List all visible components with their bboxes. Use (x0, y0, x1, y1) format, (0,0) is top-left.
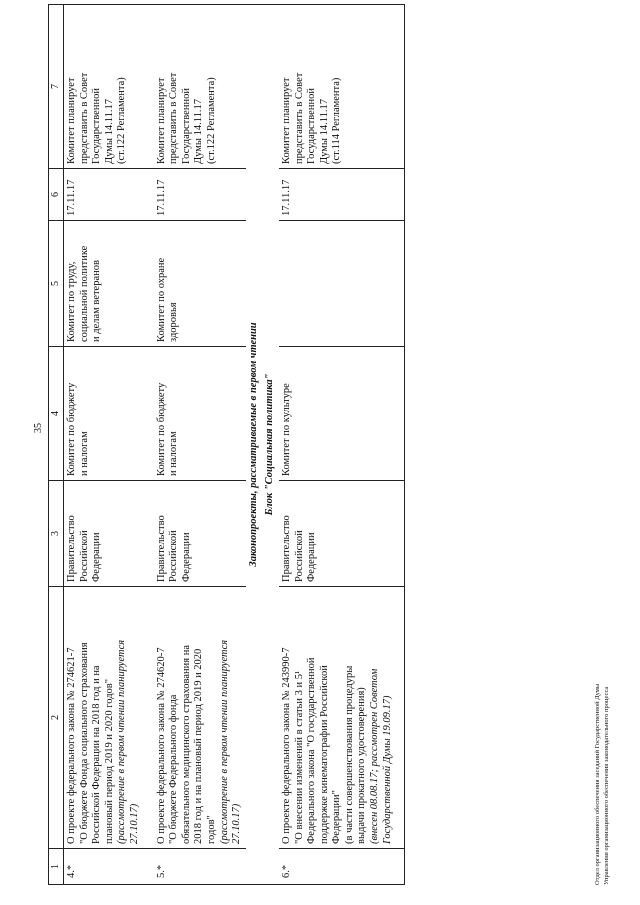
page-number: 35 (33, 423, 44, 433)
committee-cell (279, 347, 405, 481)
bill-line: плановый период 2019 и 2020 годов" (103, 678, 115, 844)
bill-line: Федерального закона "О государственной (306, 657, 318, 844)
co-executor-line: и делам ветеранов (91, 260, 103, 342)
remark-line: (ст.114 Регламента) (331, 77, 343, 164)
co-executor-line: здоровья (168, 302, 180, 342)
initiator-cell (144, 481, 246, 587)
column-header: 4 (49, 347, 64, 481)
co-executor-line: социальной политике (78, 245, 90, 342)
section-title: Законопроекты, рассматриваемые в первом чтении (246, 5, 263, 885)
bill-line: "О бюджете Федерального фонда (168, 694, 180, 844)
bill-line: обязательного медицинского страхования на (180, 645, 192, 844)
remark-line: (ст.122 Регламента) (116, 77, 128, 164)
initiator-cell (279, 481, 405, 587)
bill-description (144, 587, 246, 849)
bill-line: Российской Федерации на 2018 год и на (91, 665, 103, 844)
rotated-content (28, 5, 628, 885)
row-number: 4.* (64, 849, 144, 885)
remark-line: Комитет планирует (66, 77, 77, 164)
co-executor-cell (64, 221, 144, 347)
footer-line: Отдел организационного обеспечения заседаний Государственной Думы (594, 683, 601, 885)
bill-line: 2018 год и на плановый период 2019 и 2020 (193, 648, 205, 844)
initiator-line: Российской (293, 530, 305, 582)
committee-line: и налогам (168, 431, 180, 476)
bill-line: О проекте федерального закона № 274620-7 (155, 647, 167, 844)
remark-line: Думы 14.11.17 (103, 99, 115, 164)
remark-line: представить в Совет (78, 72, 90, 164)
date-cell: 17.11.17 (279, 169, 405, 221)
remark-line: (ст.122 Регламента) (205, 77, 217, 164)
table-row (279, 5, 405, 885)
initiator-line: Федерации (306, 532, 318, 582)
bill-line: Федерации" (331, 790, 343, 844)
block-title-row (262, 5, 279, 885)
bill-note: 27.10.17) (128, 803, 140, 844)
remark-line: Комитет планирует (280, 77, 292, 164)
remark-cell (64, 5, 144, 169)
bill-line: О проекте федерального закона № 243990-7 (280, 647, 292, 844)
remark-line: Комитет планирует (155, 77, 167, 164)
remark-cell (279, 5, 405, 169)
bill-line: "О бюджете Фонда социального страхования (78, 642, 90, 844)
co-executor-cell (279, 221, 405, 347)
column-header: 5 (49, 221, 64, 347)
column-header: 7 (49, 5, 64, 169)
bill-description (64, 587, 144, 849)
date-cell: 17.11.17 (64, 169, 144, 221)
page-footer (594, 684, 612, 885)
bill-line: "О внесении изменений в статьи 3 и 5¹ (293, 670, 305, 844)
bill-note: (рассмотрение в первом чтении планируется (116, 639, 128, 844)
initiator-line: Правительство (280, 515, 292, 582)
initiator-line: Российской (168, 530, 180, 582)
committee-line: Комитет по бюджету (155, 382, 167, 476)
remark-line: Думы 14.11.17 (318, 99, 330, 164)
column-header: 1 (49, 849, 64, 885)
bill-line: (в части совершенствования процедуры (343, 665, 355, 844)
committee-cell (64, 347, 144, 481)
co-executor-cell (144, 221, 246, 347)
remark-line: Государственной (91, 88, 103, 164)
bill-line: годов" (205, 815, 217, 844)
remark-cell (144, 5, 246, 169)
bill-line: О проекте федерального закона № 274621-7 (66, 647, 77, 844)
committee-line: Комитет по культуре (280, 383, 292, 476)
column-header: 2 (49, 587, 64, 849)
initiator-line: Правительство (66, 515, 77, 582)
section-title-row (246, 5, 263, 885)
bill-note: (внесен 08.08.17; рассмотрен Советом (369, 668, 381, 844)
co-executor-line: Комитет по охране (155, 257, 167, 342)
bill-note: (рассмотрение в первом чтении планируется (218, 639, 230, 844)
initiator-line: Федерации (180, 532, 192, 582)
row-number: 6.* (279, 849, 405, 885)
bill-line: поддержке кинематографии Российской (318, 665, 330, 844)
initiator-line: Российской (78, 530, 90, 582)
bill-description (279, 587, 405, 849)
agenda-table (48, 4, 405, 885)
initiator-line: Федерации (91, 532, 103, 582)
footer-line: Управления организационного обеспечения законодательного процесса (602, 686, 610, 885)
co-executor-line: Комитет по труду, (66, 261, 77, 342)
remark-line: Государственной (180, 88, 192, 164)
bill-note: Государственной Думы 19.09.17) (381, 695, 393, 844)
committee-line: и налогам (78, 431, 90, 476)
remark-line: Государственной (306, 88, 318, 164)
committee-cell (144, 347, 246, 481)
table-row (64, 5, 144, 885)
remark-line: Думы 14.11.17 (193, 99, 205, 164)
initiator-cell (64, 481, 144, 587)
initiator-line: Правительство (155, 515, 167, 582)
table-row (144, 5, 246, 885)
committee-line: Комитет по бюджету (66, 382, 77, 476)
date-cell: 17.11.17 (144, 169, 246, 221)
block-title: Блок "Социальная политика" (262, 5, 279, 885)
column-header: 3 (49, 481, 64, 587)
table-header-row (49, 5, 64, 885)
remark-line: представить в Совет (293, 72, 305, 164)
bill-line: выдачи прокатного удостоверения) (356, 687, 368, 844)
row-number: 5.* (144, 849, 246, 885)
remark-line: представить в Совет (168, 72, 180, 164)
column-header: 6 (49, 169, 64, 221)
bill-note: 27.10.17) (231, 803, 243, 844)
